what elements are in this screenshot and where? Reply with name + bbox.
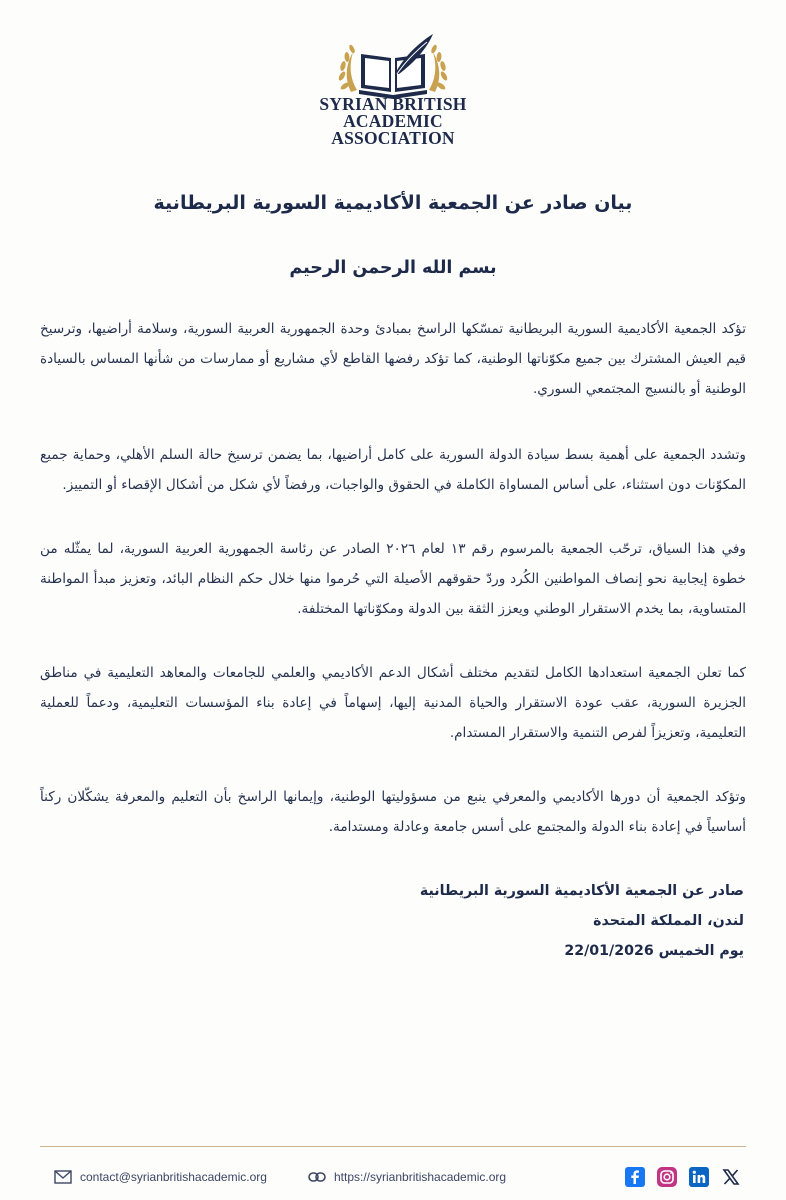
signature-location: لندن، المملكة المتحدة	[593, 913, 744, 929]
org-name-line-1: SYRIAN BRITISH	[319, 94, 467, 114]
paragraph-5: وتؤكد الجمعية أن دورها الأكاديمي والمعرفي ينبع من مسؤوليتها الوطنية، وإيمانها الراسخ بأن التعليم والمعرفة يشكّلان ركناً أساسياً في إعادة بناء الدولة والمجتمع على أسس جامعة وعادلة ومستدامة.	[40, 789, 746, 835]
org-name-line-3: ASSOCIATION	[331, 128, 455, 148]
social-links	[624, 1166, 742, 1188]
linkedin-icon[interactable]	[688, 1166, 710, 1188]
paragraph-1: تؤكد الجمعية الأكاديمية السورية البريطانية تمسّكها الراسخ بمبادئ وحدة الجمهورية العربية السورية، وسلامة أراضيها، وترسيخ قيم العيش المشترك بين جميع مكوّناتها الوطنية، كما تؤكد رفضها القاطع لأي مشاريع أو ممارسات من شأنها المساس بالسيادة الوطنية أو بالنسيج المجتمعي السوري.	[40, 321, 746, 397]
org-name-line-2: ACADEMIC	[343, 111, 443, 131]
signature-date: يوم الخميس 22/01/2026	[564, 943, 744, 959]
paragraph-4: كما تعلن الجمعية استعدادها الكامل لتقديم مختلف أشكال الدعم الأكاديمي والعلمي للجامعات والمعاهد التعليمية في مناطق الجزيرة السورية، عقب عودة الاستقرار والحياة المدنية إليها، إسهاماً في إعادة بناء المؤسسات التعليمية، ودعماً للعملية التعليمية، وتعزيزاً لفرص التنمية والاستقرار المستدام.	[40, 665, 746, 741]
email-text[interactable]: contact@syrianbritishacademic.org	[80, 1170, 267, 1184]
link-icon	[308, 1171, 326, 1183]
basmala: بسم الله الرحمن الرحيم	[289, 258, 497, 278]
signature-block	[420, 876, 744, 966]
statement-title: بيان صادر عن الجمعية الأكاديمية السورية البريطانية	[153, 192, 633, 214]
facebook-icon[interactable]	[624, 1166, 646, 1188]
signature-issuer: صادر عن الجمعية الأكاديمية السورية البريطانية	[419, 883, 744, 899]
book-quill-laurel-icon	[333, 28, 453, 100]
instagram-icon[interactable]	[656, 1166, 678, 1188]
footer	[40, 1160, 746, 1200]
x-icon[interactable]	[720, 1166, 742, 1188]
website-text[interactable]: https://syrianbritishacademic.org	[334, 1170, 507, 1184]
footer-divider	[40, 1146, 746, 1147]
envelope-icon	[54, 1170, 72, 1184]
footer-website[interactable]	[308, 1170, 506, 1184]
paragraph-2: وتشدد الجمعية على أهمية بسط سيادة الدولة السورية على كامل أراضيها، بما يضمن ترسيخ حالة السلم الأهلي، وحماية جميع المكوّنات دون استثناء، على أساس المساواة الكاملة في الحقوق والواجبات، ورفضاً لأي شكل من أشكال الإقصاء أو التمييز.	[40, 447, 746, 493]
paragraph-3: وفي هذا السياق، ترحّب الجمعية بالمرسوم رقم ١٣ لعام ٢٠٢٦ الصادر عن رئاسة الجمهورية العربية السورية، لما يمثّله من خطوة إيجابية نحو إنصاف المواطنين الكُرد وردّ حقوقهم الأصيلة التي حُرموا منها خلال حكم النظام البائد، وتعزيز مبدأ المواطنة المتساوية، بما يخدم الاستقرار الوطني ويعزز الثقة بين الدولة ومكوّناتها المختلفة.	[40, 541, 746, 617]
footer-email[interactable]	[54, 1170, 267, 1184]
organization-name	[0, 96, 786, 147]
